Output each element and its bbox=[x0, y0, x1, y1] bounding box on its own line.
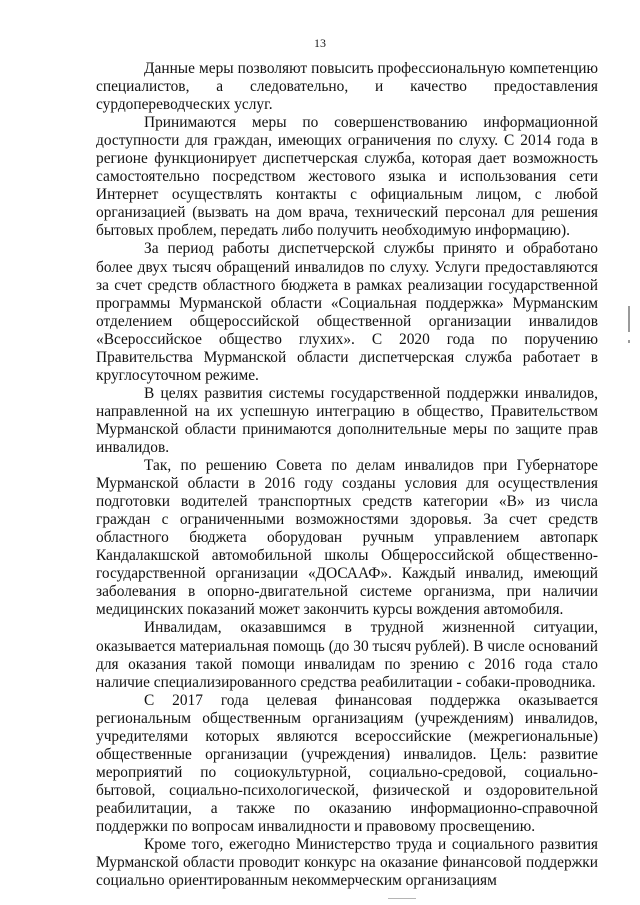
paragraph-5: Так, по решению Совета по делам инвалидов при Губернаторе Мурманской области в 2016 году созданы условия для осуществления подготовки водителей транспортных средств категории «В» из числа граждан с ограниченными возможностями здоровья. За счет средств областного бюджета оборудован ручным управлением автопарк Кандалакшской автомобильной школы Общероссийской общественно-государственной организации «ДОСААФ». Каждый инвалид, имеющий заболевания в опорно-двигательной системе организма, при наличии медицинских показаний может закончить курсы вождения автомобиля. bbox=[96, 457, 598, 619]
paragraph-8: Кроме того, ежегодно Министерство труда и социального развития Мурманской области проводит конкурс на оказание финансовой поддержки социально ориентированным некоммерческим организациям bbox=[96, 836, 598, 890]
page-number: 13 bbox=[314, 36, 326, 50]
scan-bottom-mark bbox=[388, 898, 416, 899]
paragraph-4: В целях развития системы государственной поддержки инвалидов, направленной на их успешную интеграцию в общество, Правительством Мурманской области принимаются дополнительные меры по защите прав инвалидов. bbox=[96, 384, 598, 456]
paragraph-2: Принимаются меры по совершенствованию информационной доступности для граждан, имеющих ограничения по слуху. С 2014 года в регионе функционирует диспетчерская служба, которая дает возможность самостоятельно посредством жестового языка и использования сети Интернет осуществлять контакты с официальным лицом, с любой организацией (вызвать на дом врача, технический персонал для решения бытовых проблем, передать либо получить необходимую информацию). bbox=[96, 114, 598, 240]
paragraph-7: С 2017 года целевая финансовая поддержка оказывается региональным общественным организациям (учреждениям) инвалидов, учредителями которых являются всероссийские (межрегиональные) общественные организации (учреждения) инвалидов. Цель: развитие мероприятий по социокультурной, социально-средовой, социально-бытовой, социально-психологической, физической и оздоровительной реабилитации, а также по оказанию информационно-справочной поддержки по вопросам инвалидности и правовому просвещению. bbox=[96, 691, 598, 835]
body-text bbox=[96, 60, 598, 890]
paragraph-3: За период работы диспетчерской службы принято и обработано более двух тысяч обращений инвалидов по слуху. Услуги предоставляются за счет средств областного бюджета в рамках реализации государственной программы Мурманской области «Социальная поддержка» Мурманским отделением общероссийской общественной организации инвалидов «Всероссийское общество глухих». С 2020 года по поручению Правительства Мурманской области диспетчерская служба работает в круглосуточном режиме. bbox=[96, 240, 598, 384]
scan-margin-mark bbox=[628, 340, 630, 343]
paragraph-6: Инвалидам, оказавшимся в трудной жизненной ситуации, оказывается материальная помощь (до 30 тысяч рублей). В числе оснований для оказания такой помощи инвалидам по зрению с 2016 года стало наличие специализированного средства реабилитации - собаки-проводника. bbox=[96, 619, 598, 691]
scan-margin-mark bbox=[628, 306, 630, 332]
paragraph-1: Данные меры позволяют повысить профессиональную компетенцию специалистов, а следовательно, и качество предоставления сурдопереводческих услуг. bbox=[96, 60, 598, 114]
